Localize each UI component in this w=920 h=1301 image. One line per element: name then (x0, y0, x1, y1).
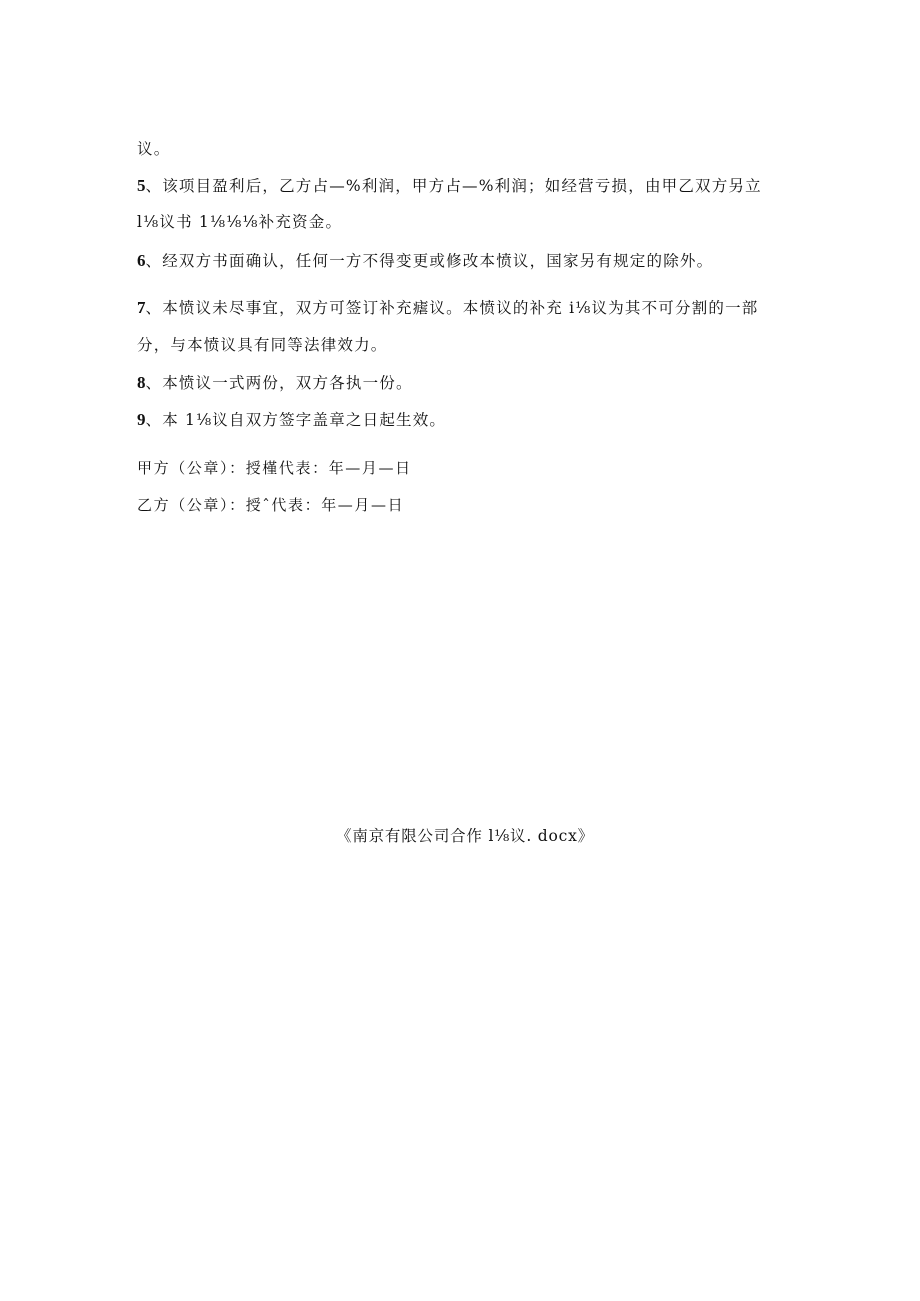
clause-number: 9 (137, 410, 146, 429)
line-text: l⅛议书 1⅛⅛⅛补充资金。 (137, 213, 343, 231)
clause-7 (137, 298, 759, 318)
document-footer (0, 826, 920, 846)
clause-text: 、本愤议一式两份，双方各执一份。 (145, 374, 413, 392)
line-text: 分，与本愤议具有同等法律效力。 (137, 336, 388, 354)
clause-number: 8 (137, 373, 146, 392)
clause-number: 5 (137, 176, 146, 195)
clause-text: 、经双方书面确认，任何一方不得变更或修改本愤议，国家另有规定的除外。 (145, 252, 714, 270)
clause-5 (137, 176, 762, 196)
signature-party-b: 乙方（公章）：授ˆ代表：年—月—日 (137, 496, 405, 514)
signature-party-a: 甲方（公章）：授槿代表：年—月—日 (137, 459, 412, 477)
clause-number: 6 (137, 251, 146, 270)
clause-text: 、该项目盈利后，乙方占—%利润，甲方占—%利润；如经营亏损，由甲乙双方另立 (145, 177, 762, 195)
clause-number: 7 (137, 298, 146, 317)
clause-9 (137, 410, 446, 430)
line-text: 议。 (137, 140, 171, 158)
clause-6 (137, 251, 713, 271)
clause-text: 、本 1⅛议自双方签字盖章之日起生效。 (145, 411, 447, 429)
text-line-clause-7-cont (137, 335, 388, 355)
text-line-clause-5-cont (137, 212, 342, 232)
clause-8 (137, 373, 413, 393)
text-line-1 (137, 139, 170, 159)
clause-text: 、本愤议未尽事宜，双方可签订补充瘧议。本愤议的补充 i⅛议为其不可分割的一部 (145, 299, 759, 317)
footer-filename: 《南京有限公司合作 l⅛议. docx》 (336, 827, 594, 845)
